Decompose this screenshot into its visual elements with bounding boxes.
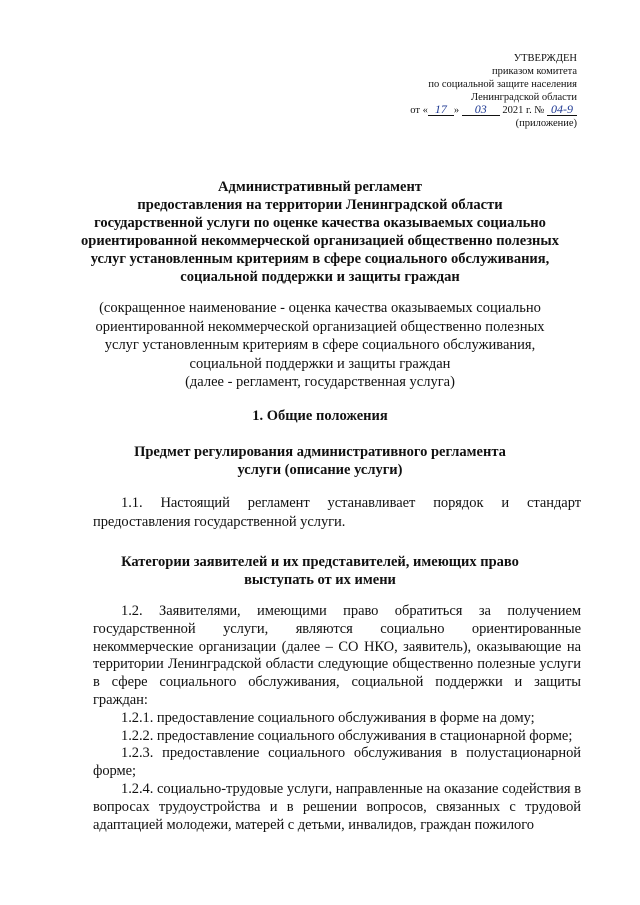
list-item-1-2-4: 1.2.4. социально-трудовые услуги, направленные на оказание содействия в вопросах трудоустройства и в решении вопросов, связанных с трудовой адаптацией молодежи, матерей с детьми, инвалидов, граждан пожилого (93, 780, 581, 833)
date-mid: » (453, 105, 462, 116)
subsection-line: услуги (описание услуги) (237, 462, 403, 478)
approval-date-line (410, 104, 577, 117)
handwritten-month: 03 (462, 104, 500, 116)
paragraph-1-1-block (93, 494, 581, 531)
subsection-line: Категории заявителей и их представителей, имеющих право (121, 554, 519, 570)
list-item-1-2-2: 1.2.2. предоставление социального обслуживания в стационарной форме; (121, 727, 573, 744)
title-line: Административный регламент (218, 179, 422, 195)
subsection-heading-subject (60, 443, 580, 479)
approval-region-line: Ленинградской области (471, 92, 577, 103)
approval-stamp-block (410, 52, 577, 130)
subsection-heading-applicants (60, 553, 580, 589)
date-year: 2021 г. № (499, 105, 547, 116)
title-line: ориентированной некоммерческой организацией общественно полезных (81, 233, 559, 249)
approval-appendix-line: (приложение) (515, 118, 577, 129)
handwritten-day: 17 (428, 104, 454, 116)
date-prefix: от « (410, 105, 428, 116)
paragraph-1-1: 1.1. Настоящий регламент устанавливает порядок и стандарт предоставления государственной услуги. (93, 495, 581, 530)
handwritten-order-number: 04-9 (547, 104, 577, 116)
title-line: услуг установленным критериям в сфере социального обслуживания, (90, 251, 550, 267)
subsection-line: выступать от их имени (244, 572, 396, 588)
short-name-block (60, 299, 580, 392)
list-item-1-2-1: 1.2.1. предоставление социального обслуживания в форме на дому; (121, 709, 535, 726)
regulation-title (60, 178, 580, 286)
short-name-line: ориентированной некоммерческой организацией общественно полезных (95, 318, 545, 335)
section-heading: 1. Общие положения (252, 408, 388, 424)
approval-committee-line: по социальной защите населения (428, 79, 577, 90)
short-name-line: услуг установленным критериям в сфере социального обслуживания, (104, 337, 536, 353)
approval-order-line: приказом комитета (491, 66, 577, 77)
subsection-line: Предмет регулирования административного регламента (134, 444, 506, 460)
list-item-1-2-3: 1.2.3. предоставление социального обслуживания в полустационарной форме; (93, 745, 581, 780)
approval-heading: УТВЕРЖДЕН (513, 53, 577, 64)
short-name-line: социальной поддержки и защиты граждан (189, 355, 451, 372)
title-line: предоставления на территории Ленинградской области (137, 197, 503, 213)
paragraph-1-2: 1.2. Заявителями, имеющими право обратиться за получением государственной услуги, являются социально ориентированные некоммерческие организации (далее – СО НКО, заявитель), оказывающие на территории Ленинградской области следующие общественно полезные услуги в сфере социального обслуживания, социальной поддержки и защиты граждан: (93, 603, 581, 708)
paragraph-1-2-block (93, 603, 581, 834)
title-line: социальной поддержки и защиты граждан (180, 269, 460, 285)
short-name-line: (сокращенное наименование - оценка качества оказываемых социально (99, 300, 541, 316)
title-line: государственной услуги по оценке качества оказываемых социально (94, 215, 546, 231)
short-name-line: (далее - регламент, государственная услуга) (185, 374, 455, 390)
